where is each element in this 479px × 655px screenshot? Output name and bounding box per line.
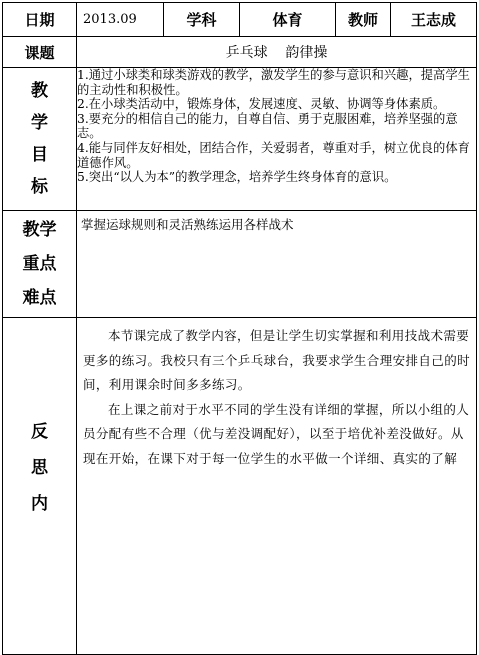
- teacher-label: 教师: [336, 3, 391, 37]
- key-points-label-line: 难点: [22, 288, 57, 308]
- topic-label: 课题: [3, 37, 77, 68]
- goals-label-char: 教: [31, 81, 48, 101]
- reflection-label-char: 内: [31, 494, 48, 514]
- subject-value: 体育: [240, 3, 336, 37]
- goal-item: 2.在小球类活动中，锻炼身体，发展速度、灵敏、协调等身体素质。: [77, 97, 446, 112]
- topic-row: [3, 37, 477, 68]
- key-points-text: 掌握运球规则和灵活熟练运用各样战术: [77, 211, 477, 318]
- goals-label-char: 学: [31, 113, 48, 133]
- reflection-label-char: 反: [31, 422, 48, 442]
- key-points-label-line: 重点: [22, 254, 57, 274]
- goals-label: [3, 68, 77, 211]
- reflection-paragraph: 本节课完成了教学内容，但是让学生切实掌握和利用技战术需要更多的练习。我校只有三个乒乓球台，我要求学生合理安排自己的时间，利用课余时间多多练习。: [83, 328, 471, 392]
- key-points-row: [3, 211, 477, 318]
- date-label: 日期: [3, 3, 77, 37]
- goals-label-char: 目: [31, 145, 48, 165]
- reflection-paragraph: 在上课之前对于水平不同的学生没有详细的掌握，所以小组的人员分配有些不合理（优与差没调配好），以至于培优补差没做好。从现在开始，在课下对于每一位学生的水平做一个详细、真实的了解: [83, 401, 470, 466]
- key-points-label: [3, 211, 77, 318]
- goal-item: 3.要充分的相信自己的能力，自尊自信、勇于克服困难，培养坚强的意志。: [77, 111, 458, 141]
- goals-label-char: 标: [31, 177, 48, 197]
- teacher-value: 王志成: [391, 3, 477, 37]
- goal-item: 5.突出“以人为本”的教学理念，培养学生终身体育的意识。: [77, 170, 397, 185]
- key-points-label-line: 教学: [22, 220, 57, 240]
- goal-item: 1.通过小球类和球类游戏的教学，激发学生的参与意识和兴趣，提高学生的主动性和积极性。: [77, 68, 470, 97]
- subject-label: 学科: [164, 3, 240, 37]
- goal-item: 4.能与同伴友好相处，团结合作，关爱弱者，尊重对手，树立优良的体育道德作风。: [77, 140, 470, 170]
- lesson-plan-table: [2, 2, 477, 655]
- date-value: 2013.09: [77, 3, 164, 37]
- goals-row: [3, 68, 477, 211]
- reflection-text: [77, 318, 477, 655]
- reflection-row: [3, 318, 477, 655]
- reflection-label-char: 思: [31, 458, 48, 478]
- header-row: [3, 3, 477, 37]
- topic-value: 乒乓球 韵律操: [77, 37, 477, 68]
- goals-list: [77, 68, 477, 211]
- reflection-label: [3, 318, 77, 655]
